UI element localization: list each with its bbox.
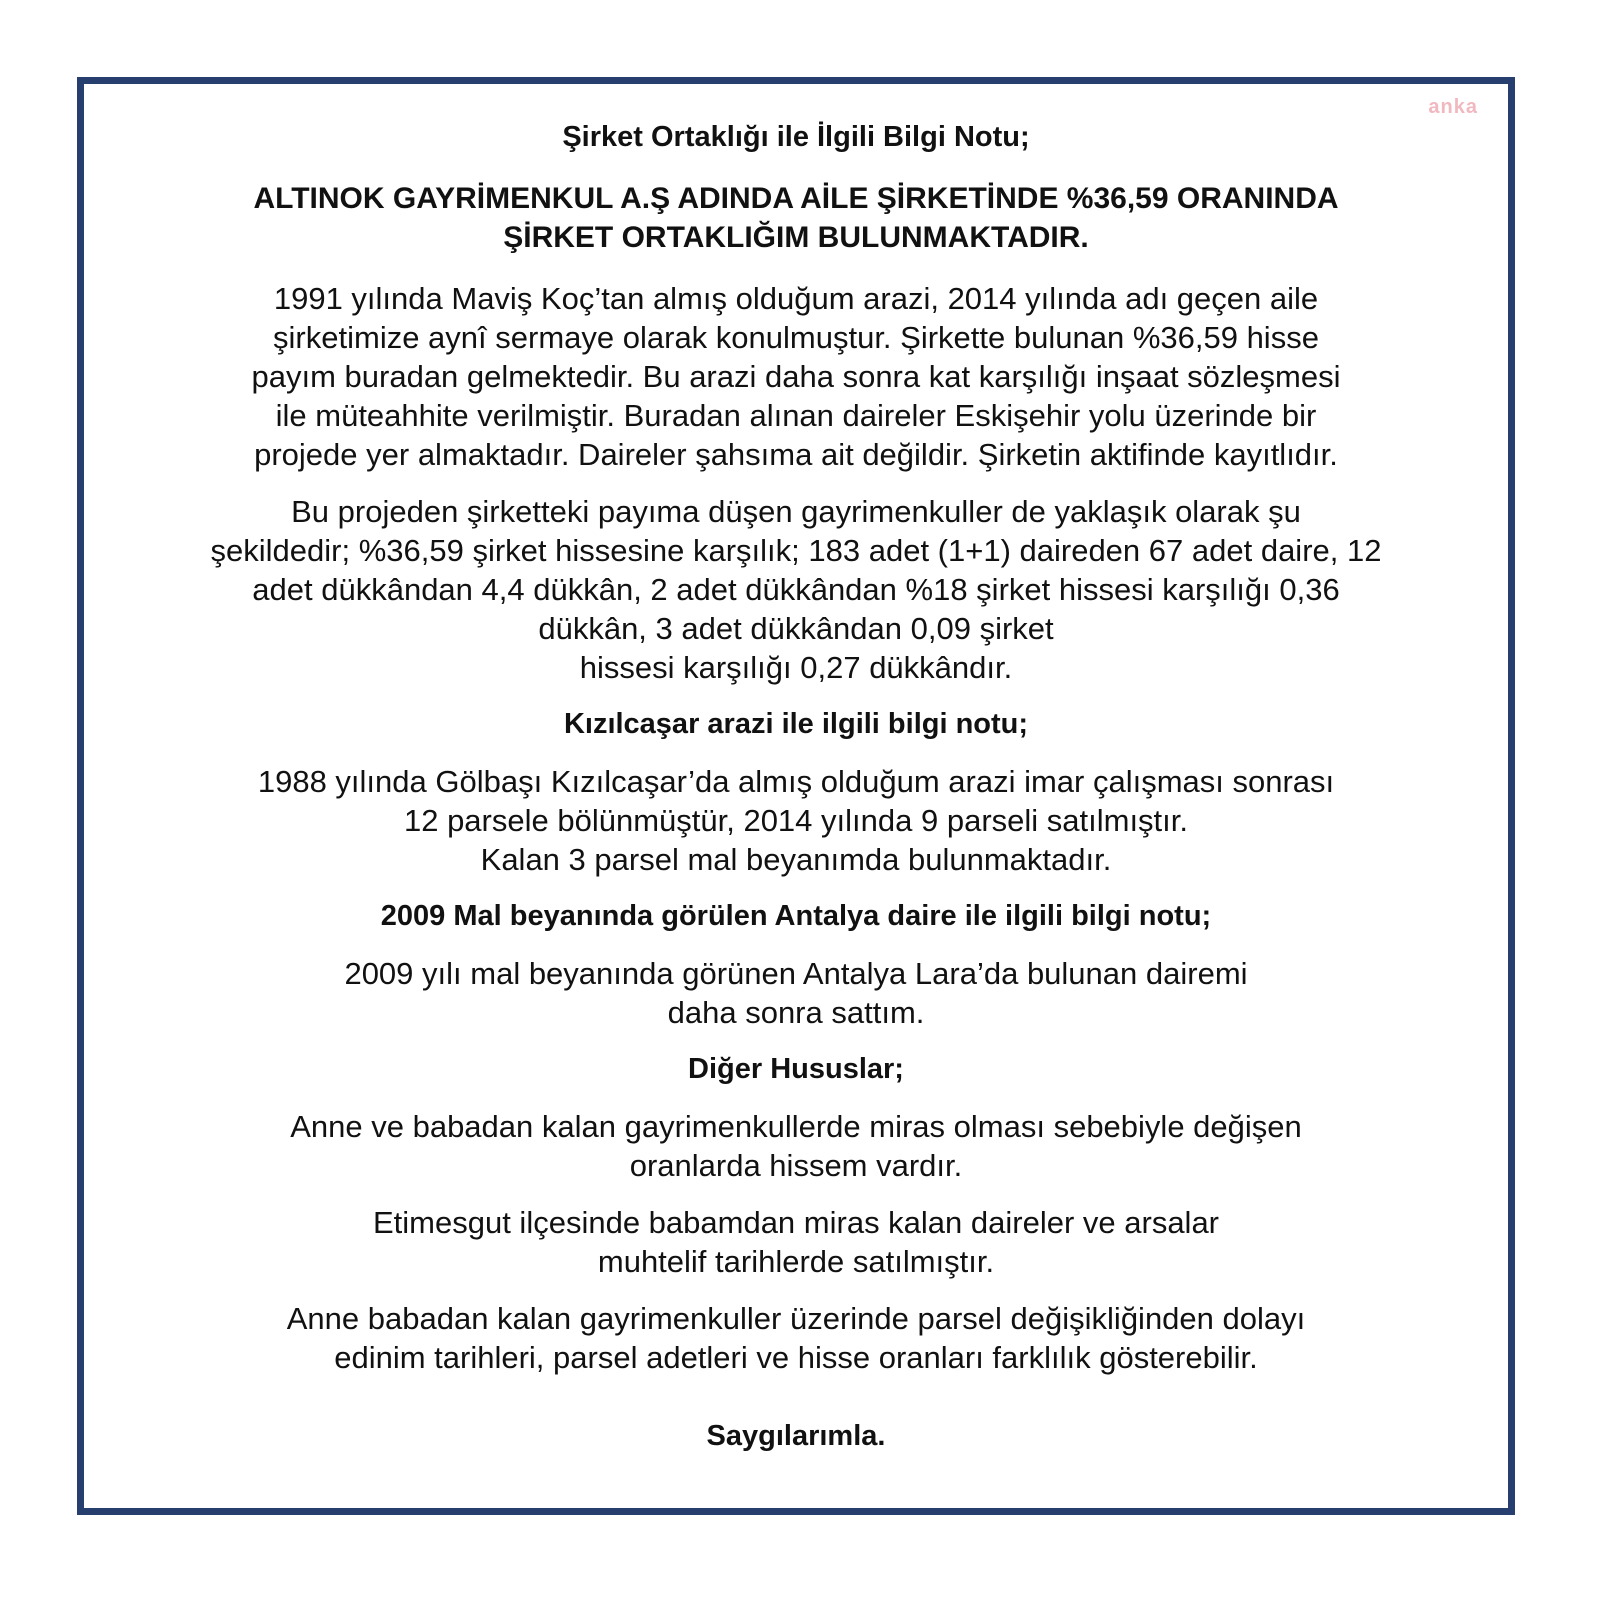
paragraph-line: Anne babadan kalan gayrimenkuller üzerinde parsel değişikliğinden dolayı: [286, 1301, 1306, 1336]
document-frame: [77, 77, 1515, 1515]
watermark-logo: anka: [1428, 96, 1478, 118]
paragraph-project-share: [144, 492, 1448, 687]
section-title-antalya: 2009 Mal beyanında görülen Antalya daire ile ilgili bilgi notu;: [380, 900, 1212, 932]
section-title-company-partnership: Şirket Ortaklığı ile İlgili Bilgi Notu;: [562, 121, 1030, 153]
closing-signoff: Saygılarımla.: [706, 1420, 886, 1452]
partnership-statement: [144, 179, 1448, 257]
paragraph-parcel-changes: [144, 1299, 1448, 1377]
paragraph-line: adet dükkândan 4,4 dükkân, 2 adet dükkândan %18 şirket hissesi karşılığı 0,36: [252, 572, 1340, 607]
paragraph-line: oranlarda hissem vardır.: [629, 1148, 963, 1183]
section-title-other-matters: Diğer Hususlar;: [688, 1053, 904, 1085]
paragraph-etimesgut: [144, 1203, 1448, 1281]
paragraph-inheritance: [144, 1107, 1448, 1185]
paragraph-line: dükkân, 3 adet dükkândan 0,09 şirket: [538, 611, 1054, 646]
paragraph-line: şekildedir; %36,59 şirket hissesine karşılık; 183 adet (1+1) daireden 67 adet daire, 12: [210, 533, 1382, 568]
paragraph-line: daha sonra sattım.: [667, 995, 925, 1030]
paragraph-line: 12 parsele bölünmüştür, 2014 yılında 9 parseli satılmıştır.: [403, 803, 1189, 838]
paragraph-line: ile müteahhite verilmiştir. Buradan alınan daireler Eskişehir yolu üzerinde bir: [275, 398, 1317, 433]
paragraph-line: Bu projeden şirketteki payıma düşen gayrimenkuller de yaklaşık olarak şu: [291, 494, 1301, 529]
paragraph-kizilcasar: [144, 762, 1448, 879]
statement-line: ŞİRKET ORTAKLIĞIM BULUNMAKTADIR.: [503, 221, 1089, 254]
paragraph-line: 1991 yılında Maviş Koç’tan almış olduğum arazi, 2014 yılında adı geçen aile: [273, 281, 1319, 316]
document-body: [144, 118, 1448, 1456]
paragraph-line: şirketimize aynî sermaye olarak konulmuştur. Şirkette bulunan %36,59 hisse: [273, 320, 1319, 355]
paragraph-line: Kalan 3 parsel mal beyanımda bulunmaktadır.: [480, 842, 1112, 877]
paragraph-line: 2009 yılı mal beyanında görünen Antalya Lara’da bulunan dairemi: [344, 956, 1248, 991]
paragraph-line: payım buradan gelmektedir. Bu arazi daha sonra kat karşılığı inşaat sözleşmesi: [251, 359, 1341, 394]
section-title-kizilcasar: Kızılcaşar arazi ile ilgili bilgi notu;: [563, 708, 1029, 740]
paragraph-line: Anne ve babadan kalan gayrimenkullerde miras olması sebebiyle değişen: [290, 1109, 1302, 1144]
paragraph-antalya: [144, 954, 1448, 1032]
paragraph-line: Etimesgut ilçesinde babamdan miras kalan daireler ve arsalar: [372, 1205, 1220, 1240]
paragraph-line: 1988 yılında Gölbaşı Kızılcaşar’da almış olduğum arazi imar çalışması sonrası: [257, 764, 1335, 799]
paragraph-line: hissesi karşılığı 0,27 dükkândır.: [579, 650, 1013, 685]
paragraph-line: projede yer almaktadır. Daireler şahsıma ait değildir. Şirketin aktifinde kayıtlıdır.: [254, 437, 1338, 472]
paragraph-line: muhtelif tarihlerde satılmıştır.: [597, 1244, 995, 1279]
statement-line: ALTINOK GAYRİMENKUL A.Ş ADINDA AİLE ŞİRKETİNDE %36,59 ORANINDA: [253, 182, 1339, 215]
paragraph-land-origin: [144, 279, 1448, 474]
paragraph-line: edinim tarihleri, parsel adetleri ve hisse oranları farklılık gösterebilir.: [334, 1340, 1258, 1375]
